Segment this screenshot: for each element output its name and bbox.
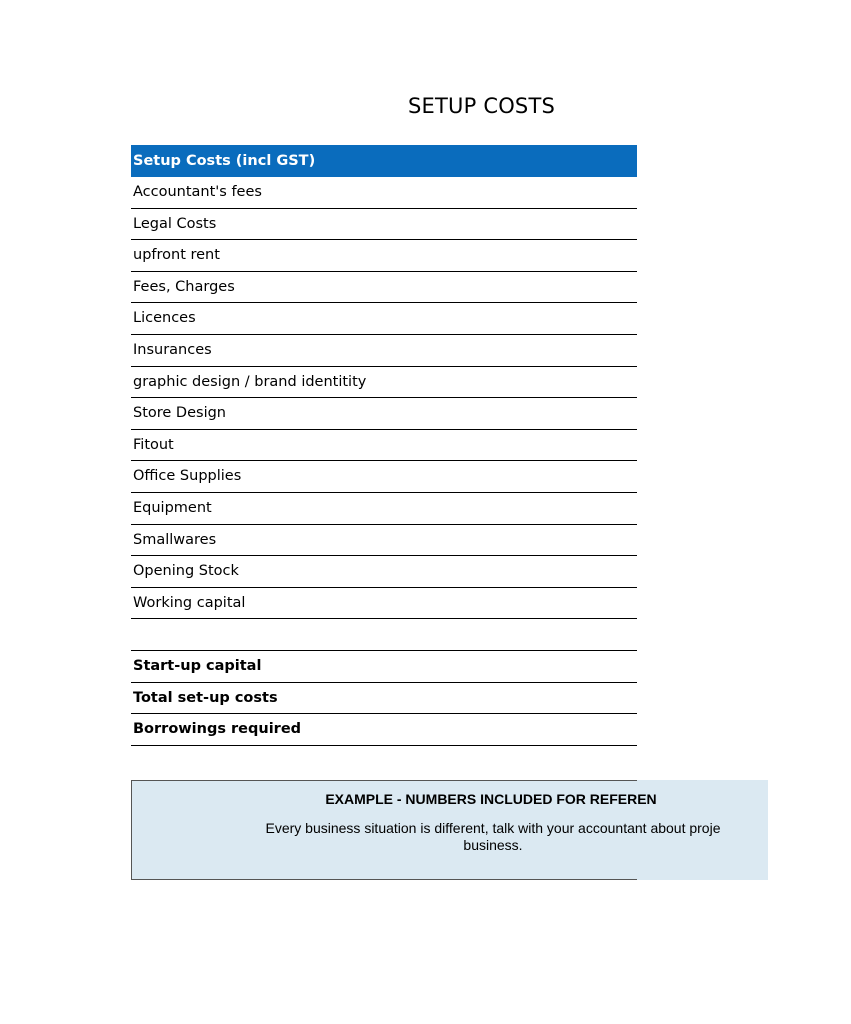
setup-costs-table bbox=[131, 145, 637, 746]
table-row: Smallwares bbox=[131, 525, 637, 557]
summary-row-borrowings-required: Borrowings required bbox=[131, 714, 637, 746]
table-row: graphic design / brand identitity bbox=[131, 367, 637, 399]
table-row: Equipment bbox=[131, 493, 637, 525]
table-row: Fees, Charges bbox=[131, 272, 637, 304]
table-row: upfront rent bbox=[131, 240, 637, 272]
note-content bbox=[131, 780, 721, 880]
note-body-line-1: Every business situation is different, talk with your accountant about proje bbox=[265, 820, 721, 836]
page-title: SETUP COSTS bbox=[408, 94, 556, 118]
table-row: Fitout bbox=[131, 430, 637, 462]
table-row: Working capital bbox=[131, 588, 637, 620]
note-body bbox=[135, 820, 851, 854]
table-row: Insurances bbox=[131, 335, 637, 367]
table-header: Setup Costs (incl GST) bbox=[131, 145, 637, 177]
table-row: Licences bbox=[131, 303, 637, 335]
summary-row-total-setup-costs: Total set-up costs bbox=[131, 683, 637, 715]
table-row: Accountant's fees bbox=[131, 177, 637, 209]
note-heading: EXAMPLE - NUMBERS INCLUDED FOR REFEREN bbox=[325, 791, 657, 807]
table-row: Store Design bbox=[131, 398, 637, 430]
table-row: Office Supplies bbox=[131, 461, 637, 493]
blank-row bbox=[131, 619, 637, 651]
example-note-box bbox=[131, 780, 768, 880]
table-row: Opening Stock bbox=[131, 556, 637, 588]
note-body-line-2: business. bbox=[463, 837, 523, 853]
summary-row-startup-capital: Start-up capital bbox=[131, 651, 637, 683]
table-row: Legal Costs bbox=[131, 209, 637, 241]
